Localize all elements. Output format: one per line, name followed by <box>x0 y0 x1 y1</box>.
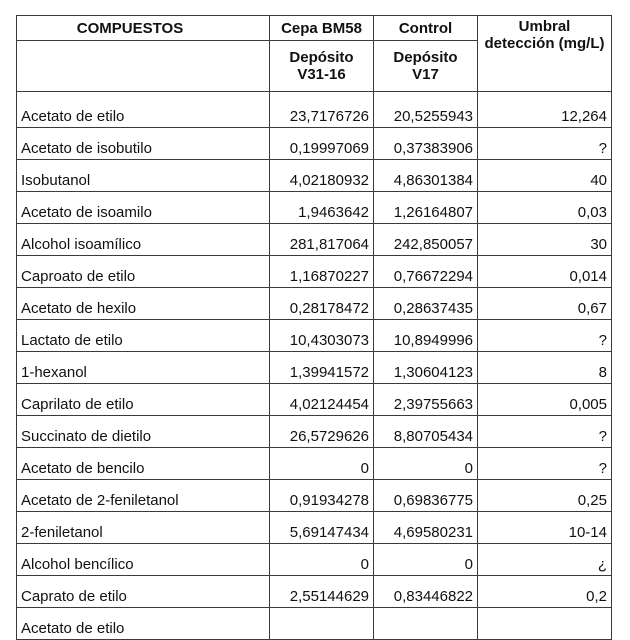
umbral-value-cell: 0,014 <box>478 256 612 288</box>
compound-name-cell: Acetato de bencilo <box>17 448 270 480</box>
compound-name-cell: Alcohol isoamílico <box>17 224 270 256</box>
umbral-value-cell: 0,2 <box>478 576 612 608</box>
cepa-value-cell: 0 <box>270 448 374 480</box>
cepa-value-cell <box>270 608 374 640</box>
compound-name-cell: Caproato de etilo <box>17 256 270 288</box>
table-row <box>17 512 612 544</box>
control-value-cell: 0,69836775 <box>374 480 478 512</box>
cepa-value-cell: 2,55144629 <box>270 576 374 608</box>
cepa-value-cell: 4,02124454 <box>270 384 374 416</box>
umbral-value-cell <box>478 608 612 640</box>
control-value-cell: 4,86301384 <box>374 160 478 192</box>
cepa-value-cell: 281,817064 <box>270 224 374 256</box>
compound-name-cell: Acetato de isobutilo <box>17 128 270 160</box>
table-row <box>17 448 612 480</box>
cepa-value-cell: 0,28178472 <box>270 288 374 320</box>
compound-name-cell: Acetato de isoamilo <box>17 192 270 224</box>
compound-name-cell: Acetato de 2-feniletanol <box>17 480 270 512</box>
table-row <box>17 256 612 288</box>
compound-name-cell: Acetato de etilo <box>17 608 270 640</box>
header-control-sub: Depósito V17 <box>374 41 478 92</box>
cepa-value-cell: 5,69147434 <box>270 512 374 544</box>
header-row <box>17 16 612 41</box>
umbral-value-cell: 10-14 <box>478 512 612 544</box>
control-value-cell: 10,8949996 <box>374 320 478 352</box>
compound-name-cell: Alcohol bencílico <box>17 544 270 576</box>
table-row <box>17 352 612 384</box>
header-cepa: Cepa BM58 <box>270 16 374 41</box>
control-value-cell <box>374 608 478 640</box>
compound-name-cell: 2-feniletanol <box>17 512 270 544</box>
umbral-value-cell: ? <box>478 128 612 160</box>
umbral-value-cell: ¿ <box>478 544 612 576</box>
umbral-value-cell: ? <box>478 320 612 352</box>
umbral-value-cell: 30 <box>478 224 612 256</box>
cepa-value-cell: 0,19997069 <box>270 128 374 160</box>
compound-name-cell: Isobutanol <box>17 160 270 192</box>
umbral-value-cell: 8 <box>478 352 612 384</box>
table-row <box>17 480 612 512</box>
cepa-value-cell: 4,02180932 <box>270 160 374 192</box>
cepa-value-cell: 0,91934278 <box>270 480 374 512</box>
umbral-value-cell: 40 <box>478 160 612 192</box>
control-value-cell: 1,26164807 <box>374 192 478 224</box>
table-row <box>17 128 612 160</box>
cepa-value-cell: 1,9463642 <box>270 192 374 224</box>
control-value-cell: 20,5255943 <box>374 92 478 128</box>
umbral-value-cell: 12,264 <box>478 92 612 128</box>
umbral-value-cell: 0,25 <box>478 480 612 512</box>
cepa-value-cell: 1,16870227 <box>270 256 374 288</box>
table-row <box>17 92 612 128</box>
compound-name-cell: Caprilato de etilo <box>17 384 270 416</box>
cepa-value-cell: 1,39941572 <box>270 352 374 384</box>
control-value-cell: 4,69580231 <box>374 512 478 544</box>
compound-name-cell: Acetato de etilo <box>17 92 270 128</box>
cepa-value-cell: 0 <box>270 544 374 576</box>
control-value-cell: 0,28637435 <box>374 288 478 320</box>
compounds-table <box>16 15 612 640</box>
header-cepa-sub: Depósito V31-16 <box>270 41 374 92</box>
control-value-cell: 0,37383906 <box>374 128 478 160</box>
compound-name-cell: Lactato de etilo <box>17 320 270 352</box>
header-compuestos-sub <box>17 41 270 92</box>
umbral-value-cell: ? <box>478 448 612 480</box>
control-value-cell: 0 <box>374 544 478 576</box>
control-value-cell: 2,39755663 <box>374 384 478 416</box>
control-value-cell: 0 <box>374 448 478 480</box>
table-row <box>17 288 612 320</box>
control-value-cell: 242,850057 <box>374 224 478 256</box>
compound-name-cell: 1-hexanol <box>17 352 270 384</box>
control-value-cell: 0,83446822 <box>374 576 478 608</box>
control-value-cell: 1,30604123 <box>374 352 478 384</box>
table-row <box>17 544 612 576</box>
table-row <box>17 160 612 192</box>
header-compuestos: COMPUESTOS <box>17 16 270 41</box>
table-body <box>17 92 612 640</box>
table-row <box>17 224 612 256</box>
umbral-value-cell: 0,67 <box>478 288 612 320</box>
header-control: Control <box>374 16 478 41</box>
table-row <box>17 576 612 608</box>
umbral-value-cell: 0,03 <box>478 192 612 224</box>
control-value-cell: 0,76672294 <box>374 256 478 288</box>
table-row <box>17 192 612 224</box>
table-row <box>17 384 612 416</box>
compound-name-cell: Caprato de etilo <box>17 576 270 608</box>
compound-name-cell: Acetato de hexilo <box>17 288 270 320</box>
umbral-value-cell: 0,005 <box>478 384 612 416</box>
cepa-value-cell: 26,5729626 <box>270 416 374 448</box>
control-value-cell: 8,80705434 <box>374 416 478 448</box>
table-row <box>17 416 612 448</box>
compound-name-cell: Succinato de dietilo <box>17 416 270 448</box>
header-umbral: Umbral detección (mg/L) <box>478 16 612 92</box>
cepa-value-cell: 23,7176726 <box>270 92 374 128</box>
table-row <box>17 320 612 352</box>
cepa-value-cell: 10,4303073 <box>270 320 374 352</box>
table-row <box>17 608 612 640</box>
umbral-value-cell: ? <box>478 416 612 448</box>
